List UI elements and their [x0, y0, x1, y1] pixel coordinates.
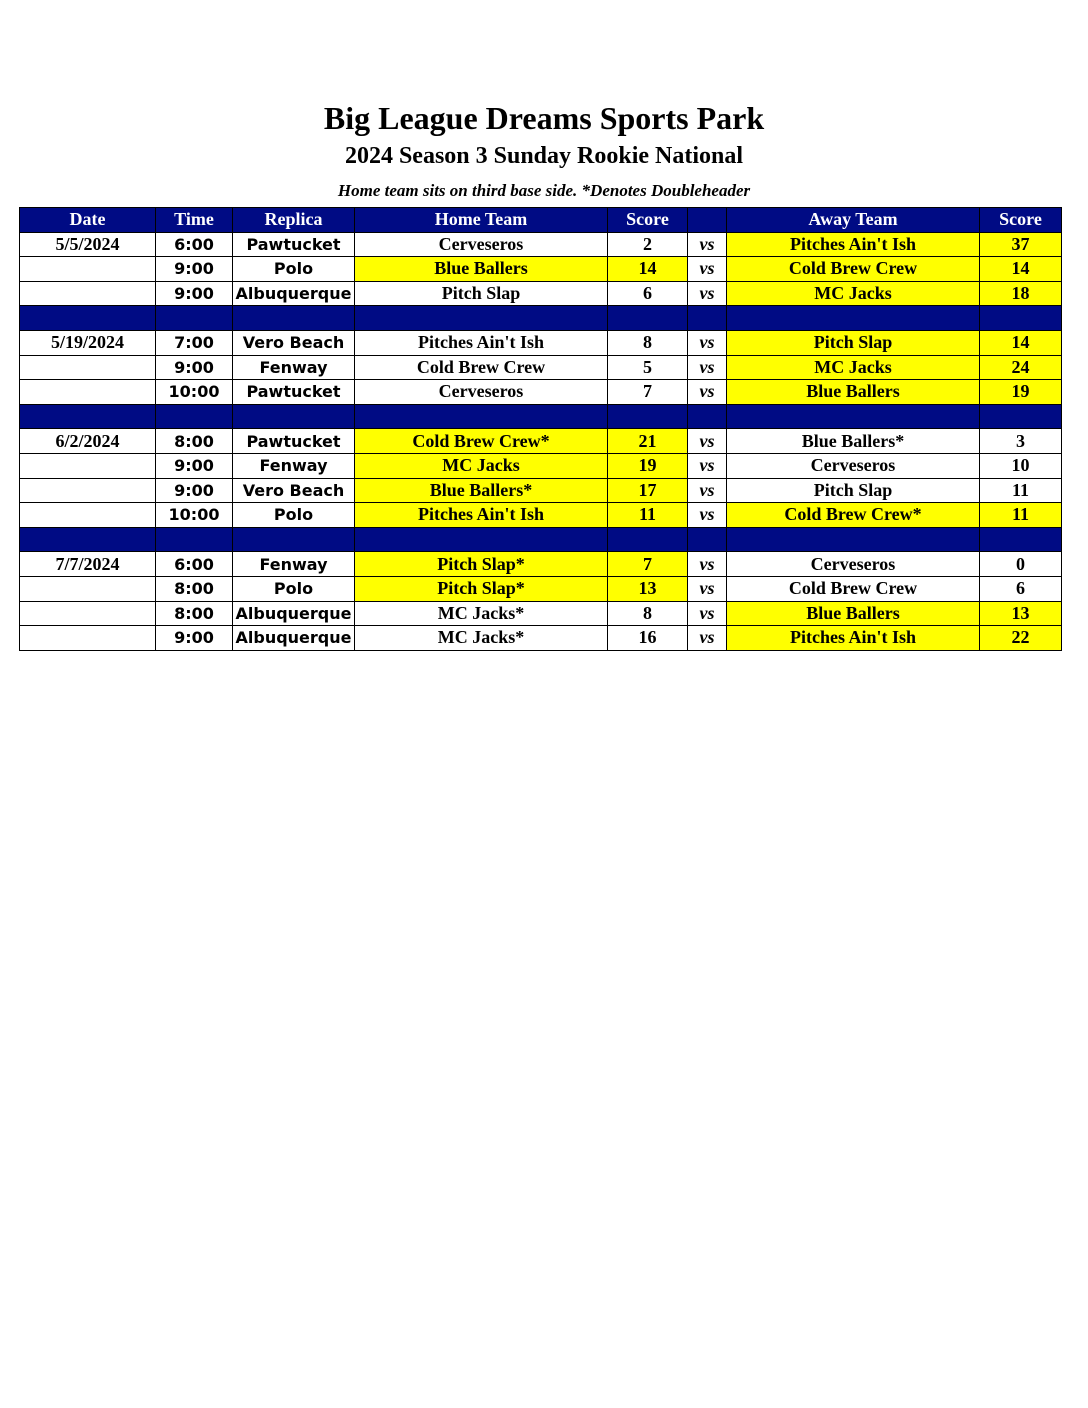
versus-label: vs: [688, 355, 727, 380]
page-subtitle: 2024 Season 3 Sunday Rookie National: [344, 143, 744, 169]
home-score: 6: [608, 281, 688, 306]
separator-cell: [355, 306, 608, 331]
game-replica: Albuquerque: [233, 601, 355, 626]
game-replica: Fenway: [233, 552, 355, 577]
week-separator-row: [20, 527, 1062, 552]
game-replica: Albuquerque: [233, 626, 355, 651]
away-team: Pitches Ain't Ish: [727, 232, 980, 257]
game-date: [20, 453, 156, 478]
home-score: 7: [608, 380, 688, 405]
home-score: 17: [608, 478, 688, 503]
game-replica: Albuquerque: [233, 281, 355, 306]
away-team: Cerveseros: [727, 453, 980, 478]
separator-cell: [20, 404, 156, 429]
game-date: [20, 478, 156, 503]
game-time: 10:00: [156, 503, 233, 528]
home-team: Cold Brew Crew*: [355, 429, 608, 454]
home-team: Blue Ballers*: [355, 478, 608, 503]
game-date: [20, 503, 156, 528]
away-team: Cold Brew Crew: [727, 257, 980, 282]
versus-label: vs: [688, 576, 727, 601]
versus-label: vs: [688, 453, 727, 478]
game-date: 5/5/2024: [20, 232, 156, 257]
game-date: [20, 281, 156, 306]
schedule-note: Home team sits on third base side. *Denotes Doubleheader: [337, 181, 751, 200]
away-score: 0: [980, 552, 1062, 577]
away-score: 13: [980, 601, 1062, 626]
away-score: 37: [980, 232, 1062, 257]
separator-cell: [688, 527, 727, 552]
game-row: [20, 355, 1062, 380]
game-replica: Polo: [233, 257, 355, 282]
home-team: MC Jacks*: [355, 601, 608, 626]
home-team: Blue Ballers: [355, 257, 608, 282]
game-time: 8:00: [156, 429, 233, 454]
game-replica: Fenway: [233, 355, 355, 380]
column-header-away-team: Away Team: [727, 208, 980, 233]
separator-cell: [156, 404, 233, 429]
game-time: 6:00: [156, 552, 233, 577]
game-date: 7/7/2024: [20, 552, 156, 577]
page-title: Big League Dreams Sports Park: [323, 100, 765, 136]
game-row: [20, 281, 1062, 306]
away-score: 11: [980, 478, 1062, 503]
versus-label: vs: [688, 503, 727, 528]
game-date: [20, 576, 156, 601]
home-team: Cerveseros: [355, 380, 608, 405]
home-team: Pitch Slap: [355, 281, 608, 306]
separator-cell: [20, 527, 156, 552]
week-separator-row: [20, 306, 1062, 331]
away-team: Blue Ballers*: [727, 429, 980, 454]
home-team: Pitch Slap*: [355, 552, 608, 577]
home-score: 2: [608, 232, 688, 257]
home-team: Pitches Ain't Ish: [355, 330, 608, 355]
versus-label: vs: [688, 626, 727, 651]
away-team: Cerveseros: [727, 552, 980, 577]
game-time: 9:00: [156, 257, 233, 282]
game-replica: Polo: [233, 576, 355, 601]
home-team: Cold Brew Crew: [355, 355, 608, 380]
column-header-replica: Replica: [233, 208, 355, 233]
away-score: 14: [980, 330, 1062, 355]
game-date: 5/19/2024: [20, 330, 156, 355]
schedule-body: [20, 232, 1062, 650]
away-score: 18: [980, 281, 1062, 306]
week-separator-row: [20, 404, 1062, 429]
game-date: [20, 380, 156, 405]
home-score: 19: [608, 453, 688, 478]
home-score: 8: [608, 601, 688, 626]
separator-cell: [608, 306, 688, 331]
game-time: 8:00: [156, 576, 233, 601]
versus-label: vs: [688, 281, 727, 306]
game-replica: Polo: [233, 503, 355, 528]
game-time: 9:00: [156, 281, 233, 306]
away-score: 19: [980, 380, 1062, 405]
home-team: Pitch Slap*: [355, 576, 608, 601]
home-score: 16: [608, 626, 688, 651]
separator-cell: [156, 306, 233, 331]
away-team: MC Jacks: [727, 281, 980, 306]
separator-cell: [233, 527, 355, 552]
column-header-time: Time: [156, 208, 233, 233]
home-score: 7: [608, 552, 688, 577]
away-score: 10: [980, 453, 1062, 478]
away-team: Pitches Ain't Ish: [727, 626, 980, 651]
away-score: 24: [980, 355, 1062, 380]
separator-cell: [727, 527, 980, 552]
game-date: [20, 355, 156, 380]
home-score: 11: [608, 503, 688, 528]
away-team: Pitch Slap: [727, 330, 980, 355]
away-team: Blue Ballers: [727, 601, 980, 626]
game-replica: Pawtucket: [233, 380, 355, 405]
game-date: 6/2/2024: [20, 429, 156, 454]
versus-label: vs: [688, 232, 727, 257]
separator-cell: [688, 404, 727, 429]
home-score: 21: [608, 429, 688, 454]
away-score: 22: [980, 626, 1062, 651]
game-time: 8:00: [156, 601, 233, 626]
game-row: [20, 429, 1062, 454]
game-time: 6:00: [156, 232, 233, 257]
away-team: Blue Ballers: [727, 380, 980, 405]
versus-label: vs: [688, 601, 727, 626]
versus-label: vs: [688, 478, 727, 503]
home-score: 13: [608, 576, 688, 601]
separator-cell: [233, 306, 355, 331]
game-row: [20, 601, 1062, 626]
away-score: 14: [980, 257, 1062, 282]
away-score: 3: [980, 429, 1062, 454]
game-row: [20, 257, 1062, 282]
column-header-home-score: Score: [608, 208, 688, 233]
column-header-date: Date: [20, 208, 156, 233]
separator-cell: [355, 404, 608, 429]
game-replica: Vero Beach: [233, 330, 355, 355]
home-team: Pitches Ain't Ish: [355, 503, 608, 528]
game-time: 9:00: [156, 355, 233, 380]
versus-label: vs: [688, 380, 727, 405]
game-time: 7:00: [156, 330, 233, 355]
separator-cell: [608, 404, 688, 429]
game-row: [20, 478, 1062, 503]
home-score: 5: [608, 355, 688, 380]
game-time: 9:00: [156, 453, 233, 478]
versus-label: vs: [688, 552, 727, 577]
home-score: 14: [608, 257, 688, 282]
game-replica: Pawtucket: [233, 232, 355, 257]
game-row: [20, 626, 1062, 651]
schedule-table: [19, 207, 1062, 651]
game-row: [20, 330, 1062, 355]
away-score: 11: [980, 503, 1062, 528]
away-team: MC Jacks: [727, 355, 980, 380]
game-time: 9:00: [156, 626, 233, 651]
separator-cell: [20, 306, 156, 331]
game-time: 9:00: [156, 478, 233, 503]
versus-label: vs: [688, 257, 727, 282]
separator-cell: [980, 527, 1062, 552]
separator-cell: [355, 527, 608, 552]
game-date: [20, 626, 156, 651]
column-header-away-score: Score: [980, 208, 1062, 233]
separator-cell: [688, 306, 727, 331]
home-score: 8: [608, 330, 688, 355]
game-row: [20, 453, 1062, 478]
separator-cell: [727, 306, 980, 331]
game-row: [20, 576, 1062, 601]
game-row: [20, 380, 1062, 405]
game-date: [20, 601, 156, 626]
column-header-home-team: Home Team: [355, 208, 608, 233]
table-header-row: [20, 208, 1062, 233]
home-team: Cerveseros: [355, 232, 608, 257]
game-replica: Vero Beach: [233, 478, 355, 503]
away-team: Cold Brew Crew*: [727, 503, 980, 528]
away-team: Pitch Slap: [727, 478, 980, 503]
separator-cell: [980, 404, 1062, 429]
versus-label: vs: [688, 330, 727, 355]
game-time: 10:00: [156, 380, 233, 405]
game-replica: Pawtucket: [233, 429, 355, 454]
game-row: [20, 503, 1062, 528]
away-score: 6: [980, 576, 1062, 601]
home-team: MC Jacks*: [355, 626, 608, 651]
separator-cell: [980, 306, 1062, 331]
column-header-vs: [688, 208, 727, 233]
versus-label: vs: [688, 429, 727, 454]
separator-cell: [233, 404, 355, 429]
separator-cell: [727, 404, 980, 429]
home-team: MC Jacks: [355, 453, 608, 478]
game-row: [20, 232, 1062, 257]
separator-cell: [608, 527, 688, 552]
game-row: [20, 552, 1062, 577]
game-replica: Fenway: [233, 453, 355, 478]
away-team: Cold Brew Crew: [727, 576, 980, 601]
game-date: [20, 257, 156, 282]
separator-cell: [156, 527, 233, 552]
